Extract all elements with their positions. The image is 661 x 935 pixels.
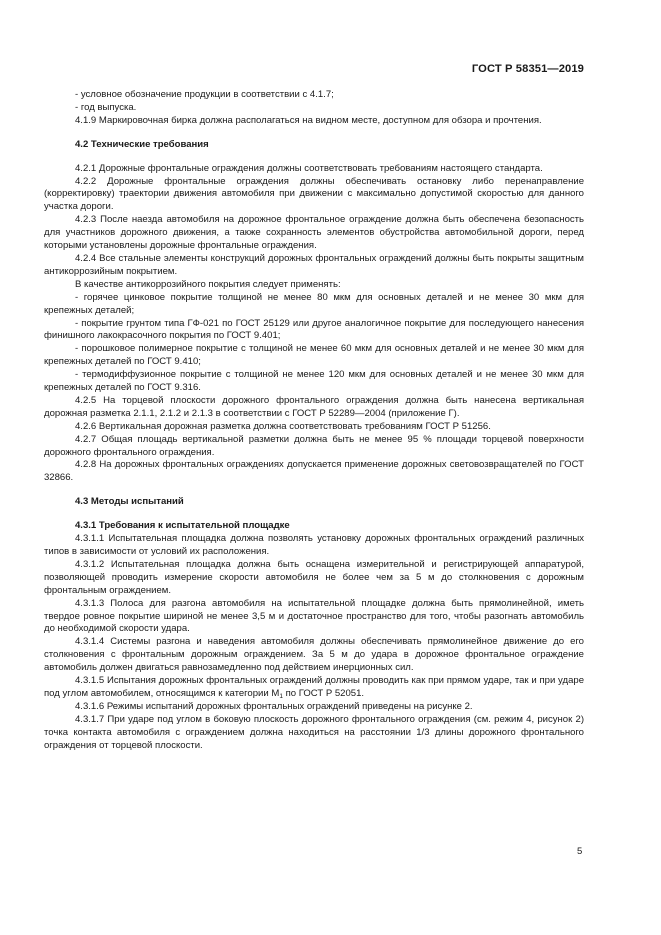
list-item: - год выпуска. [75, 101, 137, 113]
section-heading-4-2: 4.2 Технические требования [75, 138, 209, 150]
clause-4-3-1-5 [44, 675, 584, 701]
clause-4-2-4: 4.2.4 Все стальные элементы конструкций дорожных фронтальных ограждений должны быть покрыты защитным антикоррозийным покрытием. [44, 252, 584, 277]
page-number: 5 [577, 846, 583, 857]
section-heading-4-3: 4.3 Методы испытаний [75, 496, 184, 508]
subsection-heading-4-3-1: 4.3.1 Требования к испытательной площадке [75, 520, 290, 532]
list-item: - горячее цинковое покрытие толщиной не менее 80 мкм для основных деталей и не менее 30 мкм для крепежных деталей; [44, 291, 584, 316]
clause-4-1-9: 4.1.9 Маркировочная бирка должна располагаться на видном месте, доступном для обзора и прочтения. [75, 114, 542, 126]
clause-text: по ГОСТ Р 52051. [282, 687, 365, 699]
clause-4-2-6: 4.2.6 Вертикальная дорожная разметка должна соответствовать требованиям ГОСТ Р 51256. [75, 420, 491, 432]
clause-4-3-1-3: 4.3.1.3 Полоса для разгона автомобиля на испытательной площадке должна быть прямолинейной, иметь твердое ровное покрытие шириной не менее 3,5 м и достаточное пространство для того, чтобы разогнать автомобиль до необходимой скорости удара. [44, 597, 584, 635]
clause-4-3-1-7: 4.3.1.7 При ударе под углом в боковую плоскость дорожного фронтального ограждения (см. режим 4, рисунок 2) точка контакта автомобиля с ограждением должна находиться на расстоянии 1/3 длины дорожного фронтального ограждения от торцевой плоскости. [44, 713, 584, 751]
clause-4-3-1-1: 4.3.1.1 Испытательная площадка должна позволять установку дорожных фронтальных ограждений различных типов в зависимости от условий их расположения. [44, 533, 584, 557]
paragraph: В качестве антикоррозийного покрытия следует применять: [75, 278, 341, 290]
clause-4-2-1: 4.2.1 Дорожные фронтальные ограждения должны соответствовать требованиям настоящего стандарта. [75, 162, 543, 174]
list-item: - условное обозначение продукции в соответствии с 4.1.7; [75, 89, 334, 100]
clause-text: 4.3.1.5 Испытания дорожных фронтальных ограждений должны проводить как при прямом ударе, так и при ударе под углом автомобилем, относящимся к категории М [44, 675, 584, 699]
list-item: - покрытие грунтом типа ГФ-021 по ГОСТ 25129 или другое аналогичное покрытие для последующего нанесения финишного лакокрасочного покрытия по ГОСТ 9.401; [44, 317, 584, 342]
clause-4-2-3: 4.2.3 После наезда автомобиля на дорожное фронтальное ограждение должна быть обеспечена безопасность для участников дорожного движения, а также сохранность элементов обустройства автомобильной дороги, перед которыми установлены дорожные фронтальные ограждения. [44, 214, 584, 252]
clause-4-2-7: 4.2.7 Общая площадь вертикальной разметки должна быть не менее 95 % площади торцевой поверхности дорожного фронтального ограждения. [44, 433, 584, 458]
document-header: ГОСТ Р 58351—2019 [471, 63, 584, 75]
clause-4-3-1-4: 4.3.1.4 Системы разгона и наведения автомобиля должны обеспечивать прямолинейное движение до его столкновения с фронтальным дорожным ограждением. За 5 м до удара в дорожное фронтальное ограждение автомобиль должен двигаться равнозамедленно под действием инерционных сил. [44, 636, 584, 674]
clause-4-2-8: 4.2.8 На дорожных фронтальных ограждениях допускается применение дорожных световозвращателей по ГОСТ 32866. [44, 459, 584, 484]
clause-4-3-1-6: 4.3.1.6 Режимы испытаний дорожных фронтальных ограждений приведены на рисунке 2. [75, 700, 473, 712]
list-item: - термодиффузионное покрытие с толщиной не менее 120 мкм для основных деталей и не менее 30 мкм для крепежных деталей по ГОСТ 9.316. [44, 369, 584, 394]
category-subscript: 1 [279, 692, 283, 700]
clause-4-2-5: 4.2.5 На торцевой плоскости дорожного фронтального ограждения должна быть нанесена вертикальная дорожная разметка 2.1.1, 2.1.2 и 2.1.3 в соответствии с ГОСТ Р 52289—2004 (приложение Г). [44, 394, 584, 419]
list-item: - порошковое полимерное покрытие с толщиной не менее 60 мкм для основных деталей и не менее 30 мкм для крепежных деталей по ГОСТ 9.410; [44, 343, 584, 368]
clause-4-3-1-2: 4.3.1.2 Испытательная площадка должна быть оснащена измерительной и регистрирующей аппаратурой, позволяющей проводить измерение скорости автомобиля не более чем за 5 м до столкновения с дорожным фронтальным ограждением. [44, 558, 584, 596]
page-body [44, 89, 584, 753]
clause-4-2-2: 4.2.2 Дорожные фронтальные ограждения должны обеспечивать остановку либо перенаправление (корректировку) траектории движения автомобиля при движении с максимально допустимой скоростью для данного участка дороги. [44, 175, 584, 213]
